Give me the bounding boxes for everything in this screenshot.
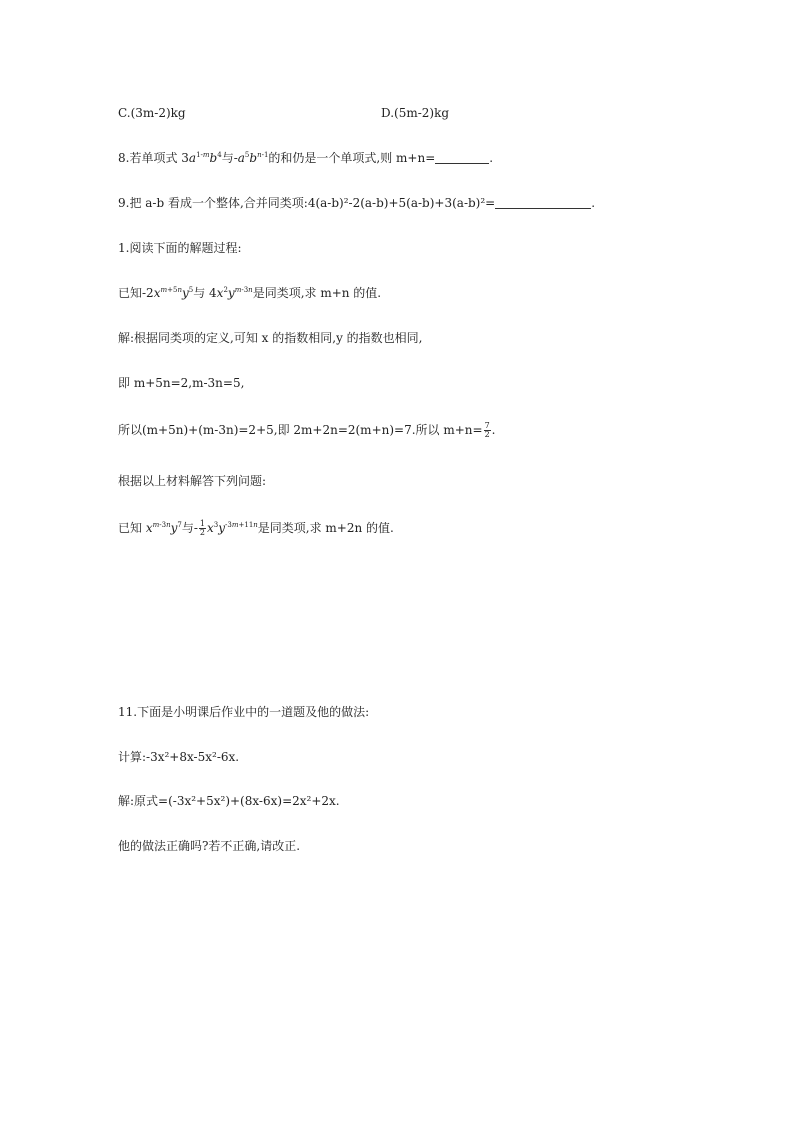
q10-step2-text: 所以(m+5n)+(m-3n)=2+5,即 2m+2n=2(m+n)=7.所以 m+n= xyxy=(118,423,483,437)
q10-given-suffix: 是同类项,求 m+n 的值. xyxy=(252,286,382,300)
q11-intro: 11.下面是小明课后作业中的一道题及他的做法: xyxy=(118,705,370,719)
q7-option-c: C.(3m-2)kg xyxy=(118,106,186,120)
q10-given-mid: 与 4 xyxy=(193,286,217,300)
q10-step2-end: . xyxy=(491,423,496,437)
q7-option-d: D.(5m-2)kg xyxy=(381,106,450,120)
question-9 xyxy=(118,195,595,211)
q10-step1: 即 m+5n=2,m-3n=5, xyxy=(118,376,245,390)
q9-text: 9.把 a-b 看成一个整体,合并同类项:4(a-b)²-2(a-b)+5(a-b)+3(a-b)²= xyxy=(118,196,496,210)
question-8: 8.若单项式 $3a^{1-m}b^4$与$-a^5b^{n-1}$的和仍是一个单项式,则 m+n= . xyxy=(118,151,494,165)
q8-answer-blank[interactable] xyxy=(435,152,489,164)
q8-prefix: 8.若单项式 3 xyxy=(118,151,189,165)
q9-answer-blank[interactable] xyxy=(495,197,591,209)
q11-compute: 计算:-3x²+8x-5x²-6x. xyxy=(118,750,240,764)
q10-instruction: 根据以上材料解答下列问题: xyxy=(118,474,267,488)
q10-task-mid: 与- xyxy=(181,521,198,535)
q10-given-prefix: 已知-2 xyxy=(118,286,154,300)
q10-task-suffix: 是同类项,求 m+2n 的值. xyxy=(257,521,394,535)
q10-task-fraction: $\frac{1}{2}$ xyxy=(199,519,205,537)
q10-task: 已知 $x^{m-3n}y^7$与- $\frac{1}{2}$ $x^3y^{-3m+11n}$是同类项,求 m+2n 的值. xyxy=(118,519,394,537)
q8-mid: 与- xyxy=(221,151,238,165)
q11-question: 他的做法正确吗?若不正确,请改正. xyxy=(118,839,301,853)
q10-step2-fraction: $\frac{7}{2}$ xyxy=(484,421,490,439)
q10-solution: 解:根据同类项的定义,可知 x 的指数相同,y 的指数也相同, xyxy=(118,331,423,345)
q10-given: 已知$-2x^{m+5n}y^5$与 $4x^2y^{m-3n}$是同类项,求 m+n 的值. xyxy=(118,286,382,300)
q11-solution: 解:原式=(-3x²+5x²)+(8x-6x)=2x²+2x. xyxy=(118,794,340,808)
q8-suffix: 的和仍是一个单项式,则 m+n= xyxy=(268,151,436,165)
q10-task-prefix: 已知 xyxy=(118,521,146,535)
q8-end: . xyxy=(489,151,494,165)
q9-end: . xyxy=(591,196,596,210)
q10-intro: 1.阅读下面的解题过程: xyxy=(118,241,242,255)
q10-step2 xyxy=(118,422,496,439)
